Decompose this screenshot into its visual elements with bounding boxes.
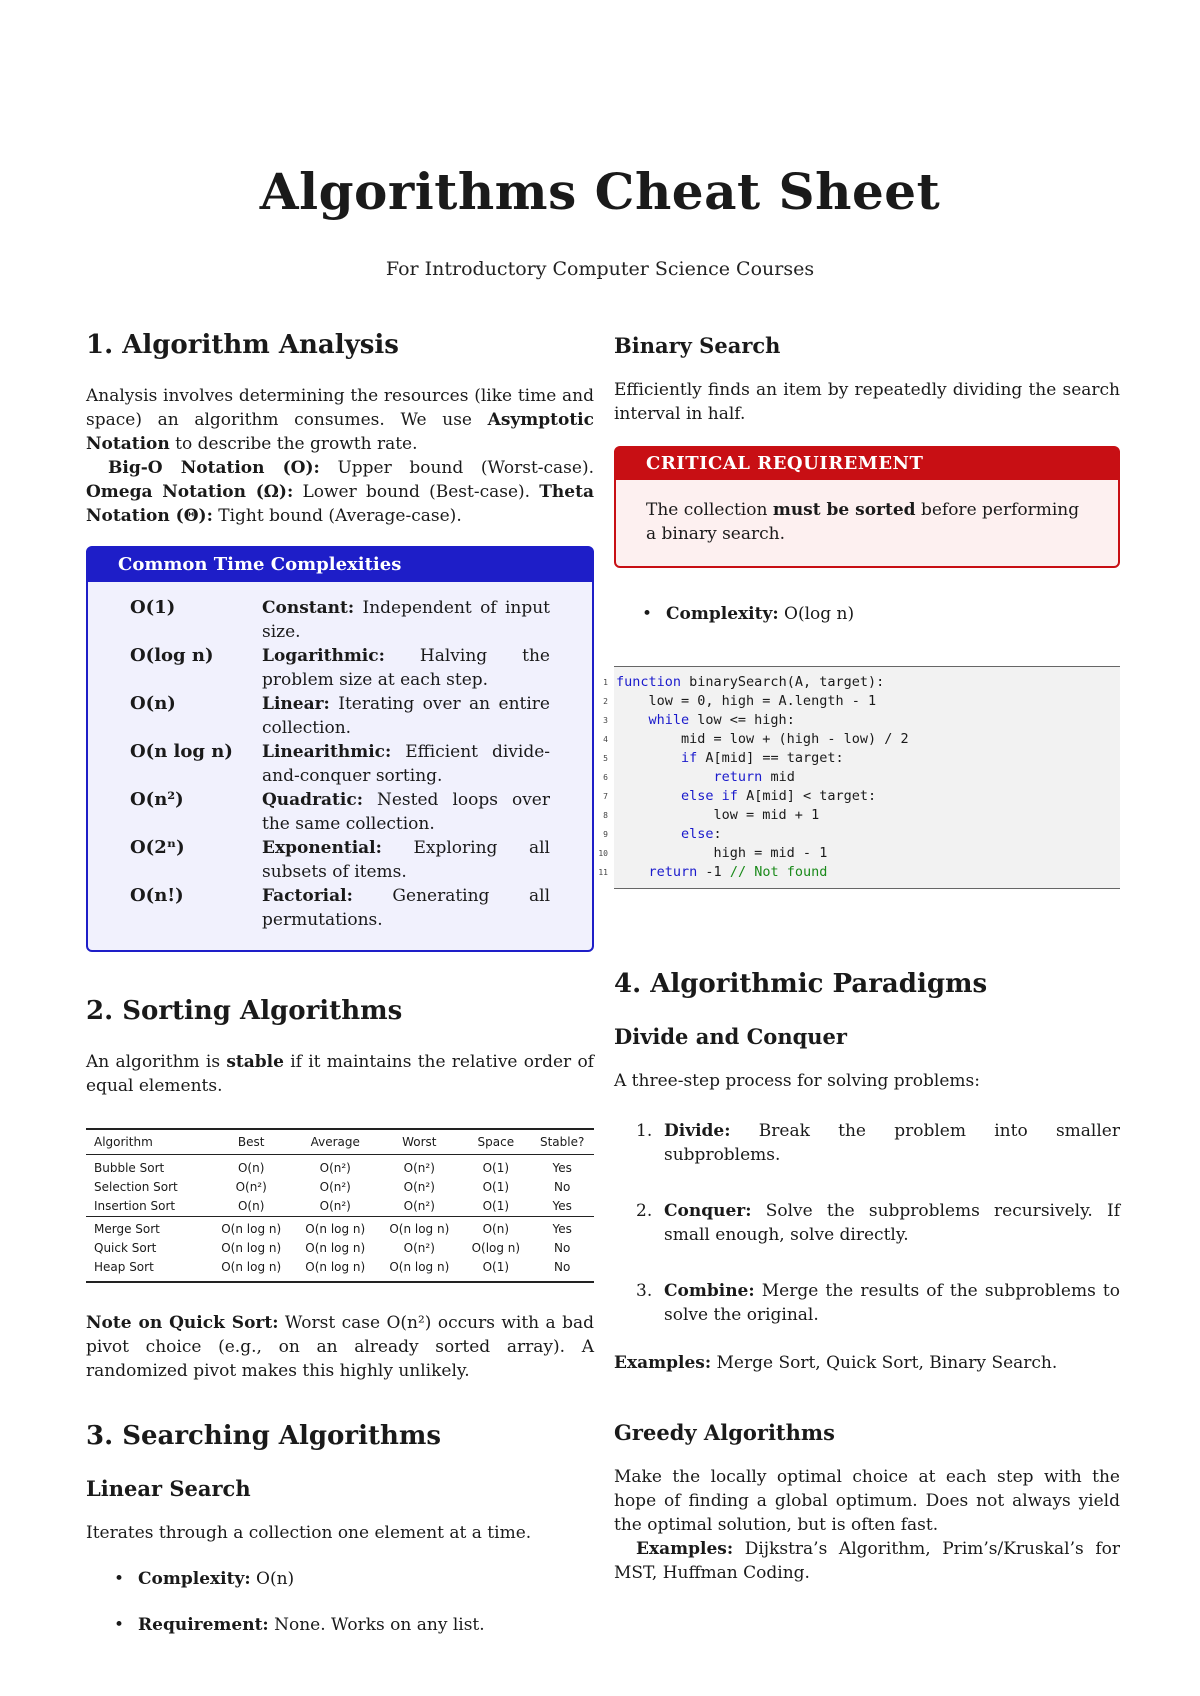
complexity-name: Factorial: xyxy=(262,886,353,906)
bold-term: Omega Notation (Ω): xyxy=(86,482,294,502)
critical-requirement-box xyxy=(614,446,1120,568)
complexity-row xyxy=(130,836,550,884)
text-run: Solve the subproblems recursively. If small enough, solve directly. xyxy=(664,1201,1120,1245)
table-cell: O(n log n) xyxy=(293,1217,377,1240)
section-heading-searching: 3. Searching Algorithms xyxy=(86,1421,442,1451)
complexities-box xyxy=(86,546,594,952)
complexities-list xyxy=(88,582,592,950)
table-row xyxy=(86,1197,594,1217)
table-cell: Yes xyxy=(552,1199,572,1213)
bold-term: Note on Quick Sort: xyxy=(86,1313,279,1333)
table-row xyxy=(86,1258,594,1282)
quicksort-note xyxy=(86,1311,594,1383)
complexity-label: O(n!) xyxy=(130,885,184,906)
text-run: Merge Sort, Quick Sort, Binary Search. xyxy=(711,1353,1058,1373)
step-text xyxy=(664,1119,1120,1167)
list-item xyxy=(614,1119,1120,1167)
code-line: 9 else: xyxy=(614,825,1120,844)
binary-search-bullets xyxy=(614,602,1120,626)
table-row xyxy=(86,1178,594,1197)
complexity-name: Exponential: xyxy=(262,838,382,858)
line-number: 8 xyxy=(603,811,608,820)
line-number: 9 xyxy=(603,830,608,839)
page-title: Algorithms Cheat Sheet xyxy=(259,162,941,221)
complexity-row xyxy=(130,644,550,692)
bold-term: stable xyxy=(226,1052,284,1072)
divide-conquer-steps xyxy=(614,1119,1120,1327)
text-run: Iterating over an entire collection. xyxy=(262,694,550,738)
list-item xyxy=(86,1567,594,1591)
complexity-desc xyxy=(262,596,550,644)
table-header-row xyxy=(86,1129,594,1155)
bold-term: must be sorted xyxy=(772,500,916,520)
bold-term: Combine: xyxy=(664,1281,755,1301)
complexity-label: O(log n) xyxy=(130,645,214,666)
text-run: Nested loops over the same collection. xyxy=(262,790,550,834)
subheading-binary-search: Binary Search xyxy=(614,333,781,358)
table-cell: O(n log n) xyxy=(221,1241,282,1255)
table-row xyxy=(86,1155,594,1179)
complexity-desc xyxy=(262,692,550,740)
line-number: 2 xyxy=(603,697,608,706)
text-run: Exploring all subsets of items. xyxy=(262,838,550,882)
bold-term: Complexity: xyxy=(666,604,779,624)
text-run: The collection xyxy=(646,500,773,520)
table-cell: O(1) xyxy=(482,1161,510,1175)
table-cell: O(n²) xyxy=(235,1180,267,1194)
table-cell: O(n) xyxy=(461,1217,530,1240)
table-cell: Heap Sort xyxy=(94,1260,154,1274)
table-cell: O(n log n) xyxy=(389,1260,450,1274)
complexity-row xyxy=(130,788,550,836)
complexity-name: Quadratic: xyxy=(262,790,363,810)
text-run: Efficient divide-and-conquer sorting. xyxy=(262,742,550,786)
table-cell: O(n²) xyxy=(319,1180,351,1194)
code-line: 8 low = mid + 1 xyxy=(614,806,1120,825)
bold-term: Conquer: xyxy=(664,1201,752,1221)
list-item xyxy=(614,602,1120,626)
text-run: An algorithm is xyxy=(86,1052,227,1072)
linear-search-text: Iterates through a collection one element at a time. xyxy=(86,1523,532,1543)
table-row xyxy=(86,1217,594,1240)
table-cell: O(n²) xyxy=(319,1161,351,1175)
table-cell: O(n) xyxy=(237,1161,265,1175)
line-number: 1 xyxy=(603,678,608,687)
table-cell: O(1) xyxy=(482,1260,510,1274)
bold-term: Asymptotic Notation xyxy=(86,410,594,454)
code-line: 1 function binarySearch(A, target): xyxy=(614,673,1120,692)
complexity-label: O(1) xyxy=(130,597,176,618)
complexity-name: Constant: xyxy=(262,598,355,618)
critical-requirement-body xyxy=(616,480,1118,566)
complexity-row xyxy=(130,596,550,644)
critical-requirement-title: CRITICAL REQUIREMENT xyxy=(616,448,1118,480)
column-header: Stable? xyxy=(539,1135,585,1149)
table-cell: O(n²) xyxy=(403,1180,435,1194)
complexities-box-title: Common Time Complexities xyxy=(88,548,592,582)
code-line: 3 while low <= high: xyxy=(614,711,1120,730)
text-run: Upper bound (Worst-case). xyxy=(319,458,594,478)
code-line: 5 if A[mid] == target: xyxy=(614,749,1120,768)
table-cell: O(n²) xyxy=(403,1199,435,1213)
code-line: 6 return mid xyxy=(614,768,1120,787)
section-heading-analysis: 1. Algorithm Analysis xyxy=(86,330,399,360)
text-run: Merge the results of the subproblems to solve the original. xyxy=(664,1281,1120,1325)
table-cell: Insertion Sort xyxy=(94,1199,176,1213)
text-run: if it maintains the relative order of equal elements. xyxy=(86,1052,594,1096)
code-line: 10 high = mid - 1 xyxy=(614,844,1120,863)
bold-term: Complexity: xyxy=(138,1569,251,1589)
column-header: Average xyxy=(310,1135,360,1149)
complexity-label: O(n²) xyxy=(130,789,184,810)
step-number: 2. xyxy=(636,1201,653,1221)
table-cell: No xyxy=(554,1260,571,1274)
line-number: 5 xyxy=(603,754,608,763)
code-line: 7 else if A[mid] < target: xyxy=(614,787,1120,806)
table-cell: Quick Sort xyxy=(94,1241,157,1255)
line-number: 11 xyxy=(598,868,608,877)
divide-conquer-examples xyxy=(614,1351,1120,1375)
binary-search-code xyxy=(598,666,1120,889)
complexity-desc xyxy=(262,836,550,884)
table-cell: Merge Sort xyxy=(86,1217,209,1240)
list-item xyxy=(86,1613,594,1637)
text-run: Worst case O(n²) occurs with a bad pivot choice (e.g., on an already sorted array). A randomized pivot makes this highly unlikely. xyxy=(86,1313,594,1381)
text-run: Tight bound (Average-case). xyxy=(212,506,462,526)
greedy-examples xyxy=(614,1537,1120,1585)
list-item xyxy=(614,1199,1120,1247)
column-header: Algorithm xyxy=(94,1135,153,1149)
table-cell: O(n log n) xyxy=(305,1260,366,1274)
analysis-paragraph xyxy=(86,384,594,456)
section-heading-sorting: 2. Sorting Algorithms xyxy=(86,996,403,1026)
list-item xyxy=(614,1279,1120,1327)
divide-conquer-text: A three-step process for solving problems: xyxy=(614,1071,980,1091)
subheading-linear-search: Linear Search xyxy=(86,1476,251,1501)
table-cell: O(n log n) xyxy=(209,1217,293,1240)
text-run: Independent of input size. xyxy=(262,598,550,642)
text-run: O(log n) xyxy=(778,604,855,624)
table-cell: Selection Sort xyxy=(94,1180,178,1194)
step-text xyxy=(664,1199,1120,1247)
complexity-row xyxy=(130,692,550,740)
table-cell: O(n log n) xyxy=(377,1217,461,1240)
bold-term: Big-O Notation (O): xyxy=(108,458,320,478)
bullet-dot: • xyxy=(114,1615,125,1635)
table-cell: O(1) xyxy=(482,1199,510,1213)
stable-paragraph xyxy=(86,1050,594,1098)
code-line: 11 return -1 // Not found xyxy=(614,863,1120,882)
complexity-desc xyxy=(262,788,550,836)
page-subtitle: For Introductory Computer Science Courses xyxy=(385,258,815,280)
table-row xyxy=(86,1239,594,1258)
table-cell: No xyxy=(554,1180,571,1194)
left-column xyxy=(86,328,594,1637)
table-cell: No xyxy=(554,1241,571,1255)
subheading-greedy: Greedy Algorithms xyxy=(614,1420,835,1445)
code-line: 4 mid = low + (high - low) / 2 xyxy=(614,730,1120,749)
bold-term: Theta Notation (Θ): xyxy=(86,482,594,526)
sorting-table xyxy=(86,1128,594,1283)
line-number: 7 xyxy=(603,792,608,801)
bold-term: Requirement: xyxy=(138,1615,269,1635)
table-cell: O(1) xyxy=(482,1180,510,1194)
subheading-divide-conquer: Divide and Conquer xyxy=(614,1024,847,1049)
column-header: Best xyxy=(237,1135,265,1149)
column-header: Worst xyxy=(402,1135,437,1149)
code-line: 2 low = 0, high = A.length - 1 xyxy=(614,692,1120,711)
bold-term: Examples: xyxy=(636,1539,734,1559)
table-cell: Yes xyxy=(552,1161,572,1175)
line-number: 3 xyxy=(603,716,608,725)
bullet-dot: • xyxy=(114,1569,125,1589)
step-number: 1. xyxy=(636,1121,653,1141)
line-number: 4 xyxy=(603,735,608,744)
step-number: 3. xyxy=(636,1281,653,1301)
complexity-desc xyxy=(262,884,550,932)
linear-search-bullets xyxy=(86,1567,594,1637)
text-run: Generating all permutations. xyxy=(262,886,550,930)
table-cell: O(n²) xyxy=(319,1199,351,1213)
table-cell: O(n²) xyxy=(403,1241,435,1255)
complexity-row xyxy=(130,740,550,788)
text-run: Dijkstra’s Algorithm, Prim’s/Kruskal’s for MST, Huffman Coding. xyxy=(614,1539,1120,1583)
text-run: Halving the problem size at each step. xyxy=(262,646,550,690)
table-cell: O(log n) xyxy=(471,1241,521,1255)
line-number: 10 xyxy=(598,849,608,858)
table-cell: O(n) xyxy=(237,1199,265,1213)
notation-paragraph xyxy=(86,456,594,528)
complexity-name: Linearithmic: xyxy=(262,742,392,762)
greedy-text: Make the locally optimal choice at each step with the hope of finding a global optimum. Does not always yield the optimal solution, but is often fast. xyxy=(614,1467,1120,1535)
complexity-name: Linear: xyxy=(262,694,330,714)
table-cell: O(n²) xyxy=(403,1161,435,1175)
text-run: Break the problem into smaller subproblems. xyxy=(664,1121,1120,1165)
table-cell: O(n log n) xyxy=(305,1241,366,1255)
text-run: before performing a binary search. xyxy=(646,500,1080,544)
right-column xyxy=(598,328,1120,1585)
complexity-label: O(2ⁿ) xyxy=(130,837,185,858)
bold-term: Divide: xyxy=(664,1121,731,1141)
bold-term: Examples: xyxy=(614,1353,712,1373)
bullet-dot: • xyxy=(642,604,653,624)
line-number: 6 xyxy=(603,773,608,782)
complexity-desc xyxy=(262,644,550,692)
table-cell: Bubble Sort xyxy=(94,1161,165,1175)
text-run: Analysis involves determining the resources (like time and space) an algorithm consumes. We use xyxy=(86,386,594,430)
column-header: Space xyxy=(477,1135,515,1149)
text-run: to describe the growth rate. xyxy=(169,434,418,454)
text-run: Lower bound (Best-case). xyxy=(293,482,540,502)
table-cell: Yes xyxy=(530,1217,594,1240)
complexity-row xyxy=(130,884,550,932)
binary-search-text: Efficiently finds an item by repeatedly dividing the search interval in half. xyxy=(614,380,1120,424)
table-cell: O(n log n) xyxy=(221,1260,282,1274)
step-text xyxy=(664,1279,1120,1327)
complexity-name: Logarithmic: xyxy=(262,646,385,666)
text-run: O(n) xyxy=(250,1569,295,1589)
text-run: None. Works on any list. xyxy=(268,1615,485,1635)
complexity-label: O(n log n) xyxy=(130,741,233,762)
section-heading-paradigms: 4. Algorithmic Paradigms xyxy=(614,969,988,999)
complexity-label: O(n) xyxy=(130,693,176,714)
complexity-desc xyxy=(262,740,550,788)
